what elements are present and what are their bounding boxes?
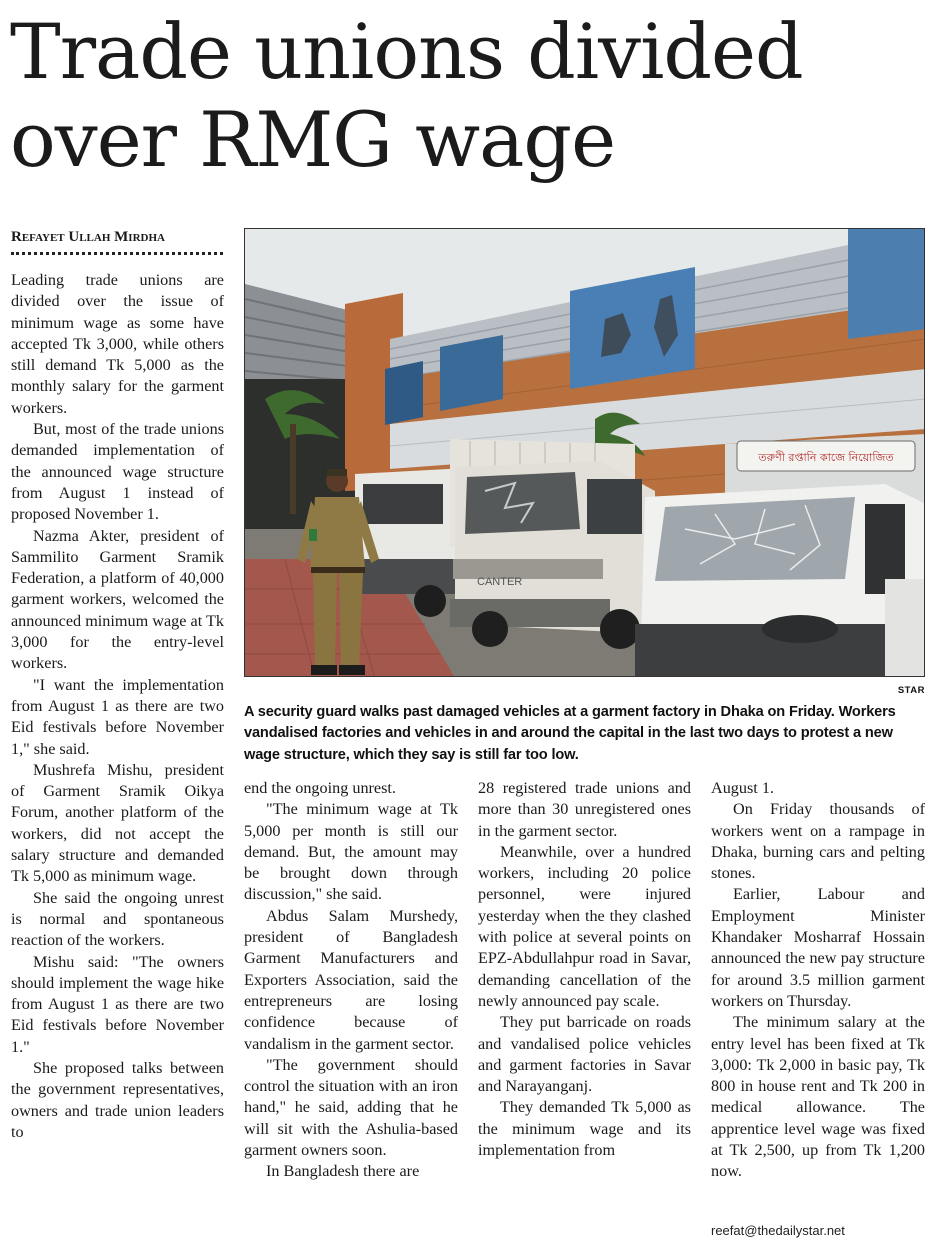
paragraph: "The government should control the situation with an iron hand," he said, adding that he will sit with the Ashulia-based garment owners soon. [244,1055,458,1160]
truck-brand: CANTER [477,576,523,588]
article-column-4 [711,778,925,1183]
paragraph: "The minimum wage at Tk 5,000 per month is still our demand. But, the amount may be brought down through discussion," she said. [244,800,458,904]
article-column-2 [244,778,458,1183]
paragraph: Nazma Akter, president of Sammilito Garment Sramik Federation, a platform of 40,000 garment workers, welcomed the announced minimum wage at Tk 3,000 for the entry-level workers. [11,526,224,673]
paragraph: Leading trade unions are divided over the issue of minimum wage as some have accepted Tk 3,000, while others still demand Tk 5,000 as the monthly salary for the garment workers. [11,271,224,417]
paragraph: Mishu said: "The owners should implement the wage hike from August 1 as there are two Eid festivals before November 1." [11,952,224,1056]
paragraph: On Friday thousands of workers went on a rampage in Dhaka, burning cars and pelting stones. [711,800,925,883]
paragraph: Meanwhile, over a hundred workers, including 20 police personnel, were injured yesterday when the they clashed with police at several points on EPZ-Abdullahpur road in Savar, demanding cancellation of the newly announced pay scale. [478,842,691,1010]
author-email[interactable]: reefat@thedailystar.net [711,1223,845,1238]
paragraph: Abdus Salam Murshedy, president of Bangladesh Garment Manufacturers and Exporters Association, said the entrepreneurs are losing confidence because of vandalism in the garment sector. [244,906,458,1053]
paragraph: 28 registered trade unions and more than 30 unregistered ones in the garment sector. [478,779,691,840]
paragraph: end the ongoing unrest. [244,779,396,797]
article-column-3 [478,778,691,1161]
photo-credit: STAR [897,685,925,696]
paragraph: But, most of the trade unions demanded implementation of the announced wage structure from August 1 instead of proposed November 1. [11,420,224,524]
paragraph: Mushrefa Mishu, president of Garment Sramik Oikya Forum, another platform of the workers, did not accept the salary structure and demanded Tk 5,000 as minimum wage. [11,760,224,886]
paragraph: The minimum salary at the entry level has been fixed at Tk 3,000: Tk 2,000 in basic pay, Tk 800 in house rent and Tk 200 in medical allowance. The apprentice level wage was fixed at Tk 2,500, up from Tk 1,200 now. [711,1013,925,1181]
paragraph: "I want the implementation from August 1 as there are two Eid festivals before November 1," she said. [11,675,224,758]
news-photo [244,228,925,677]
paragraph: In Bangladesh there are [266,1162,420,1181]
paragraph: They put barricade on roads and vandalised police vehicles and garment factories in Savar and Narayanganj. [478,1013,691,1096]
byline: Refayet Ullah Mirdha [11,229,165,245]
paragraph: She proposed talks between the government representatives, owners and trade union leaders to [11,1058,224,1141]
paragraph: August 1. [711,779,774,797]
paragraph: She said the ongoing unrest is normal and spontaneous reaction of the workers. [11,888,224,950]
photo-caption: A security guard walks past damaged vehicles at a garment factory in Dhaka on Friday. Workers vandalised factories and vehicles in and around the capital in the last two days to protest a new wage structure, which they say is still far too low. [244,704,896,763]
article-column-1 [11,270,224,1143]
headline: Trade unions divided over RMG wage [10,7,803,184]
byline-divider [11,252,223,255]
paragraph: They demanded Tk 5,000 as the minimum wage and its implementation from [478,1098,691,1160]
factory-sign: তরুণী রপ্তানি কাজে নিয়োজিত [758,451,894,464]
paragraph: Earlier, Labour and Employment Minister Khandaker Mosharraf Hossain announced the new pay structure for around 3.5 million garment workers on Thursday. [711,885,925,1010]
